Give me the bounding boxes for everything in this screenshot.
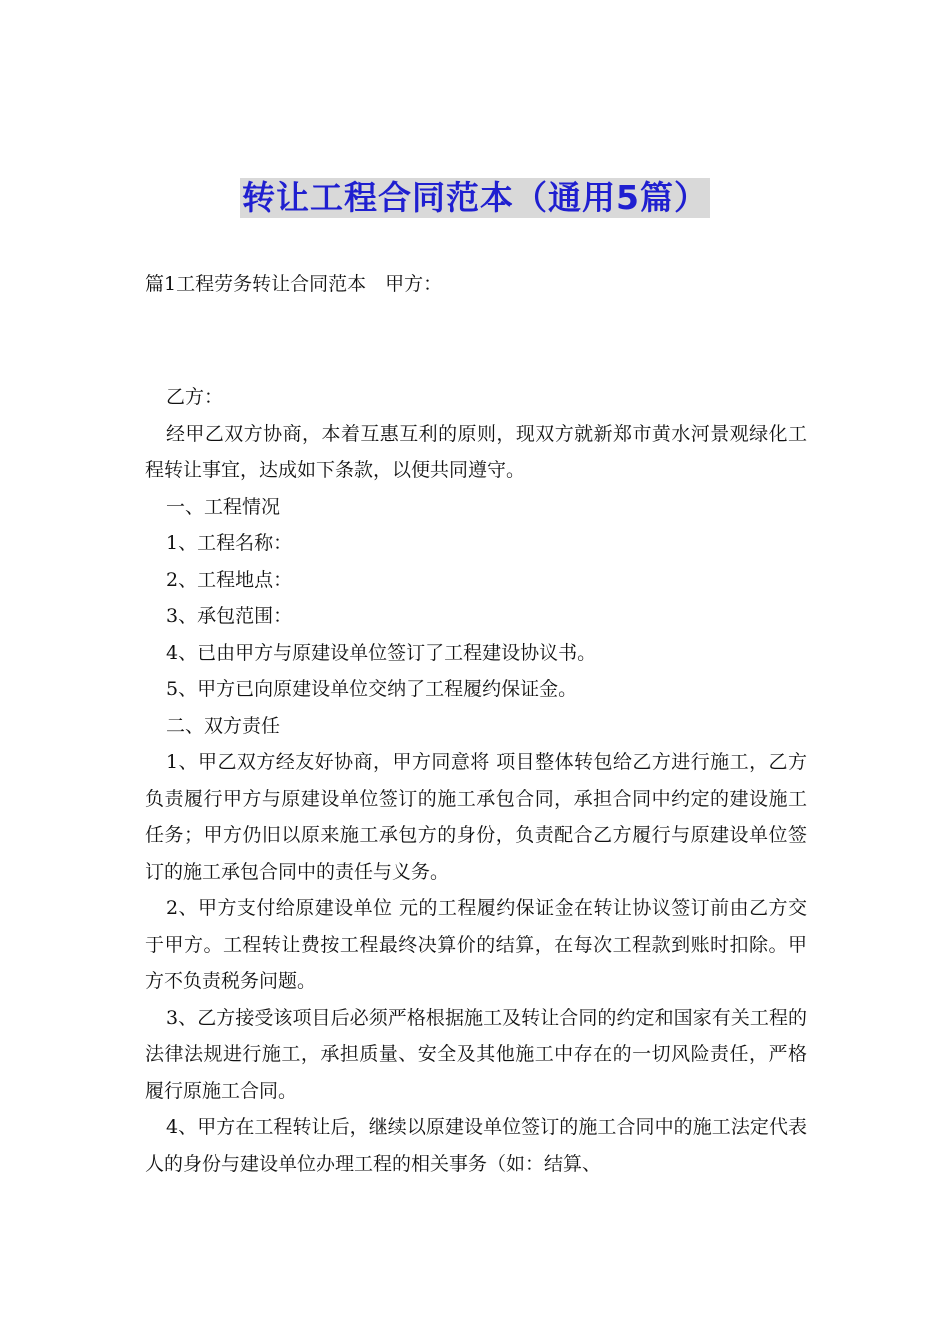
paragraph: 一、工程情况	[166, 495, 281, 518]
section-heading: 篇1工程劳务转让合同范本 甲方：	[145, 273, 443, 295]
document-title: 转让工程合同范本（通用5篇）	[242, 178, 708, 217]
paragraph: 1、工程名称：	[166, 532, 293, 554]
paragraph: 乙方：	[166, 386, 224, 408]
paragraph: 4、已由甲方与原建设单位签订了工程建设协议书。	[166, 641, 597, 664]
title-container	[0, 178, 950, 218]
paragraph: 3、乙方接受该项目后必须严格根据施工及转让合同的约定和国家有关工程的法律法规进行施工，承担质量、安全及其他施工中存在的一切风险责任，严格履行原施工合同。	[145, 1006, 807, 1102]
paragraph: 经甲乙双方协商，本着互惠互利的原则，现双方就新郑市黄水河景观绿化工程转让事宜，达成如下条款，以便共同遵守。	[145, 422, 807, 481]
paragraph: 3、承包范围：	[166, 605, 293, 627]
paragraph: 4、甲方在工程转让后，继续以原建设单位签订的施工合同中的施工法定代表人的身份与建设单位办理工程的相关事务（如：结算、	[145, 1116, 807, 1175]
paragraph: 二、双方责任	[166, 714, 281, 737]
paragraph: 2、工程地点：	[166, 568, 293, 591]
paragraph: 2、甲方支付给原建设单位 元的工程履约保证金在转让协议签订前由乙方交于甲方。工程转让费按工程最终决算价的结算，在每次工程款到账时扣除。甲方不负责税务问题。	[145, 897, 807, 992]
paragraph: 1、甲乙双方经友好协商，甲方同意将 项目整体转包给乙方进行施工，乙方负责履行甲方与原建设单位签订的施工承包合同，承担合同中约定的建设施工任务；甲方仍旧以原来施工承包方的身份，负责配合乙方履行与原建设单位签订的施工承包合同中的责任与义务。	[145, 751, 807, 883]
paragraph: 5、甲方已向原建设单位交纳了工程履约保证金。	[166, 678, 578, 700]
contract-body	[145, 379, 807, 1182]
